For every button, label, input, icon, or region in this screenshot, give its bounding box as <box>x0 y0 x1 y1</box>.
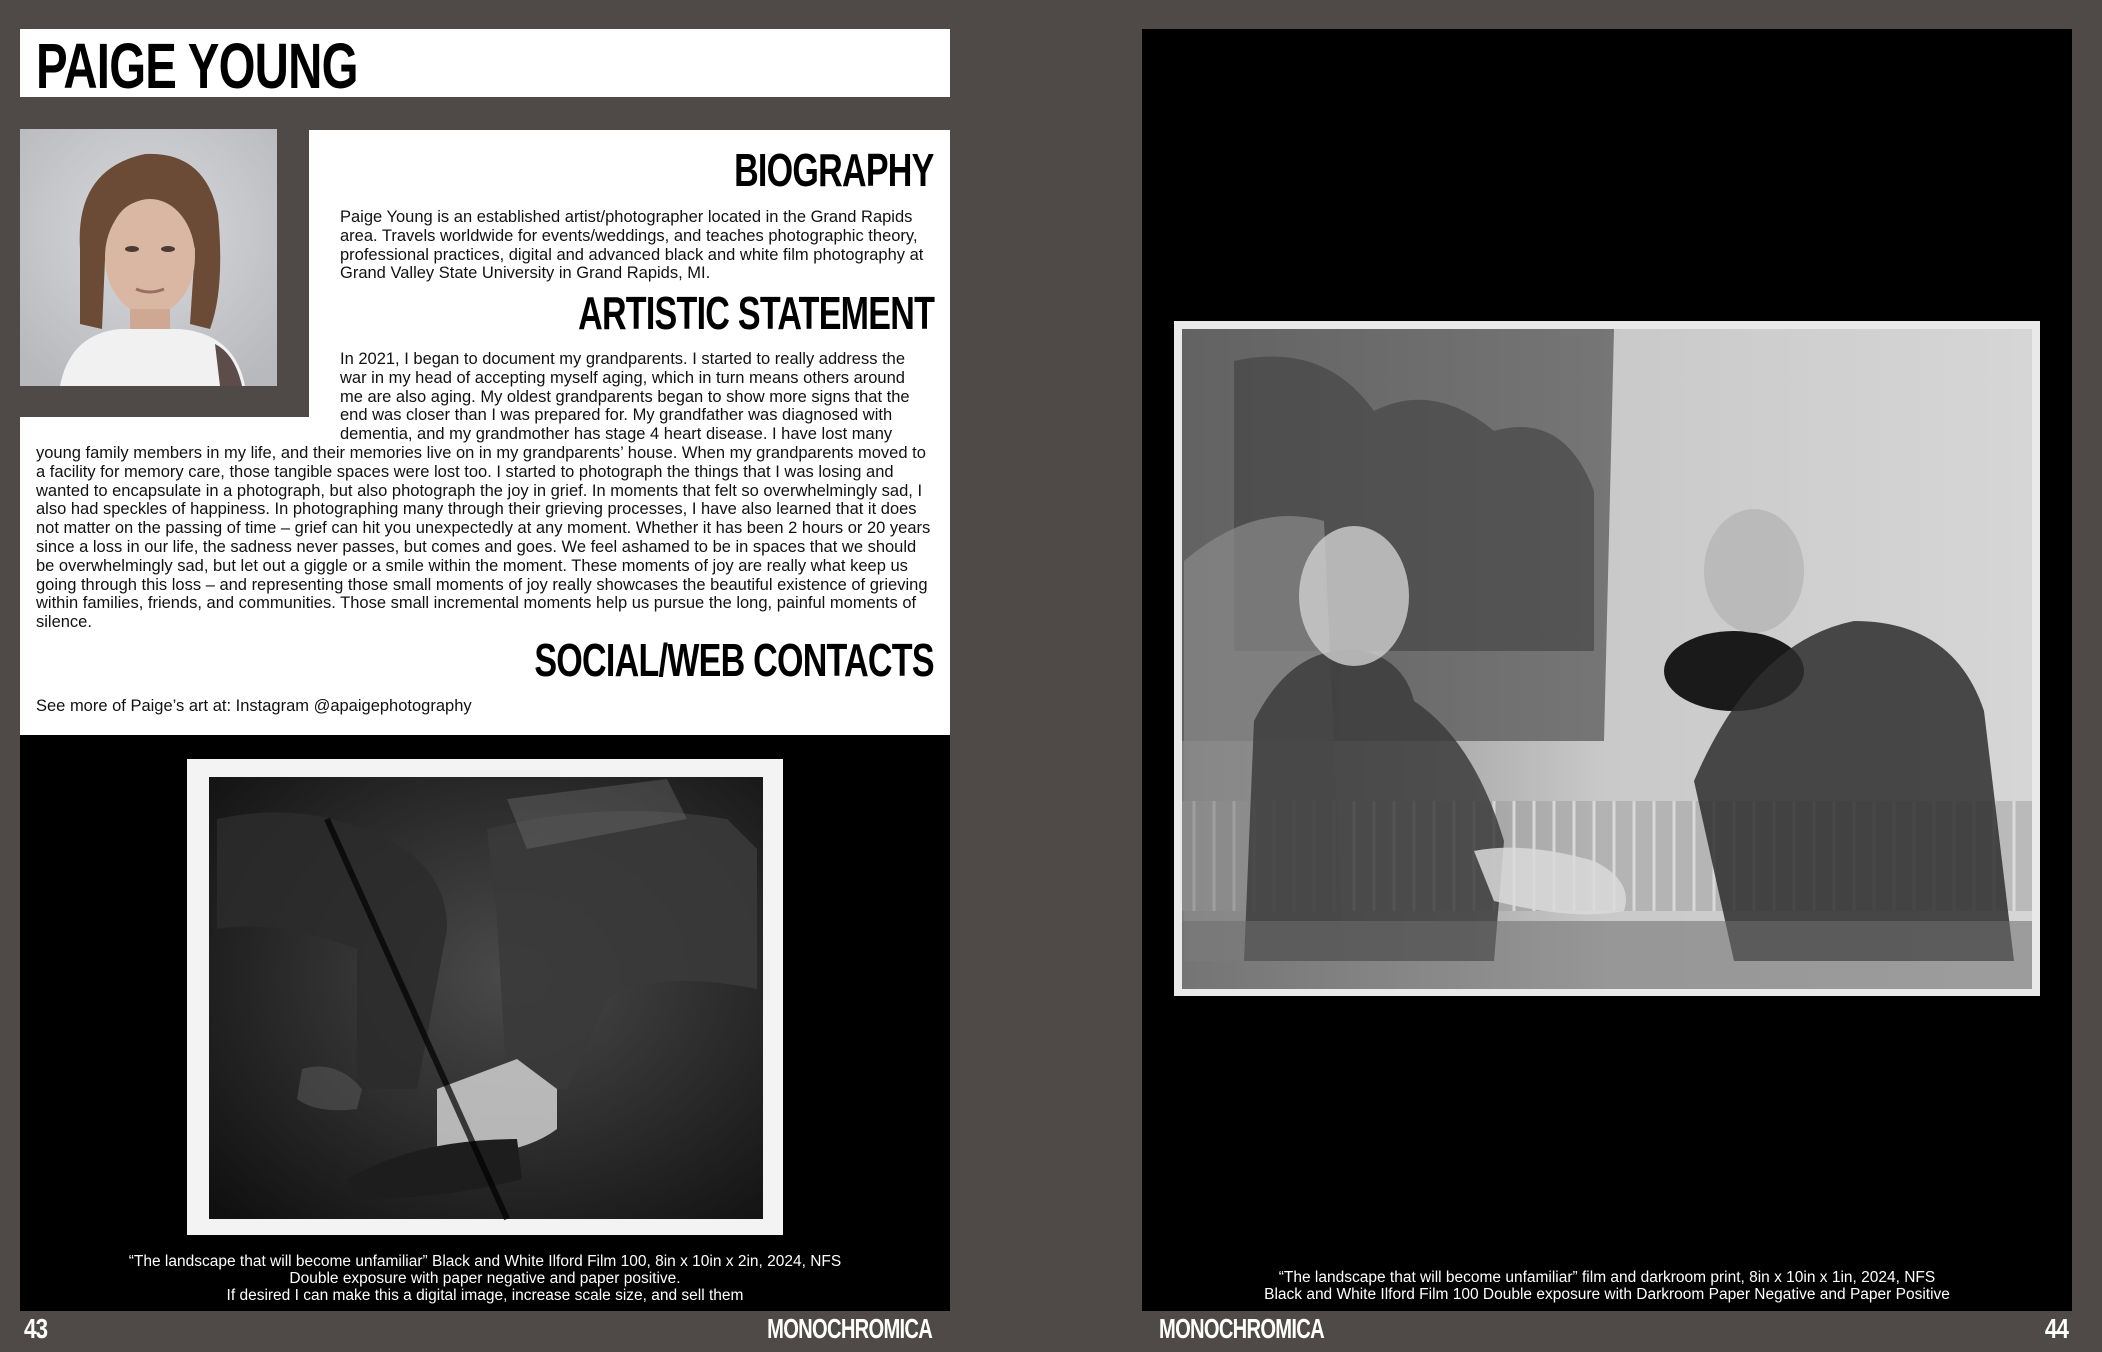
left-photo-print <box>187 759 783 1235</box>
left-photo-caption <box>20 1253 950 1304</box>
right-photo-print <box>1174 321 2040 996</box>
artist-name-title: PAIGE YOUNG <box>36 30 358 97</box>
artistic-statement-text-wrapped: In 2021, I began to document my grandparents. I started to really address the war in my head of accepting myself aging, which in turn means others around me are also aging. My oldest grandparents began to show more signs that the end was closer than I was prepared for. My grandfather was diagnosed with dementia, and my grandmother has stage 4 heart disease. I have lost many <box>340 350 910 444</box>
left-caption-line-3: If desired I can make this a digital image, increase scale size, and sell them <box>226 1287 744 1304</box>
left-caption-line-2: Double exposure with paper negative and paper positive. <box>289 1270 681 1287</box>
page-number-left: 43 <box>24 1313 48 1344</box>
right-caption-line-2: Black and White Ilford Film 100 Double exposure with Darkroom Paper Negative and Paper Positive <box>1264 1286 1950 1303</box>
artistic-statement-text: young family members in my life, and their memories live on in my grandparents’ house. When my grandparents moved to a facility for memory care, those tangible spaces were lost too. I started to photograph the things that I was losing and wanted to encapsulate in a photograph, but also photograph the joy in grief. In moments that felt so overwhelmingly sad, I also had speckles of happiness. In photographing many through their grieving processes, I have also learned that it does not matter on the passing of time – grief can hit you unexpectedly at any moment. Whether it has been 2 hours or 20 years since a loss in our life, the sadness never passes, but comes and goes. We feel ashamed to be in spaces that we should be overwhelmingly sad, but let out a giggle or a smile within the moment. These moments of joy are really what keep us going through this loss – and representing those small moments of joy really showcases the beautiful existence of grieving within families, friends, and communities. Those small incremental moments help us pursue the long, painful moments of silence. <box>36 444 931 632</box>
name-banner <box>20 29 950 97</box>
biography-heading: BIOGRAPHY <box>734 144 934 196</box>
artistic-statement-heading: ARTISTIC STATEMENT <box>577 287 934 339</box>
biography-text: Paige Young is an established artist/photographer located in the Grand Rapids area. Travels worldwide for events/weddings, and teaches photographic theory, professional practices, digital and advanced black and white film photography at Grand Valley State University in Grand Rapids, MI. <box>340 208 924 283</box>
artist-portrait <box>20 129 277 386</box>
contacts-text: See more of Paige’s art at: Instagram @apaigephotography <box>36 697 472 715</box>
left-caption-line-1: “The landscape that will become unfamiliar” Black and White Ilford Film 100, 8in x 10in x 2in, 2024, NFS <box>128 1253 842 1270</box>
page-number-right: 44 <box>2044 1313 2068 1344</box>
right-caption-line-1: “The landscape that will become unfamiliar” film and darkroom print, 8in x 10in x 1in, 2024, NFS <box>1278 1269 1936 1286</box>
right-photo-caption <box>1142 1269 2072 1303</box>
contacts-heading: SOCIAL/WEB CONTACTS <box>534 634 934 686</box>
magazine-name-right: MONOCHROMICA <box>1159 1313 1324 1344</box>
magazine-name-left: MONOCHROMICA <box>767 1313 932 1344</box>
